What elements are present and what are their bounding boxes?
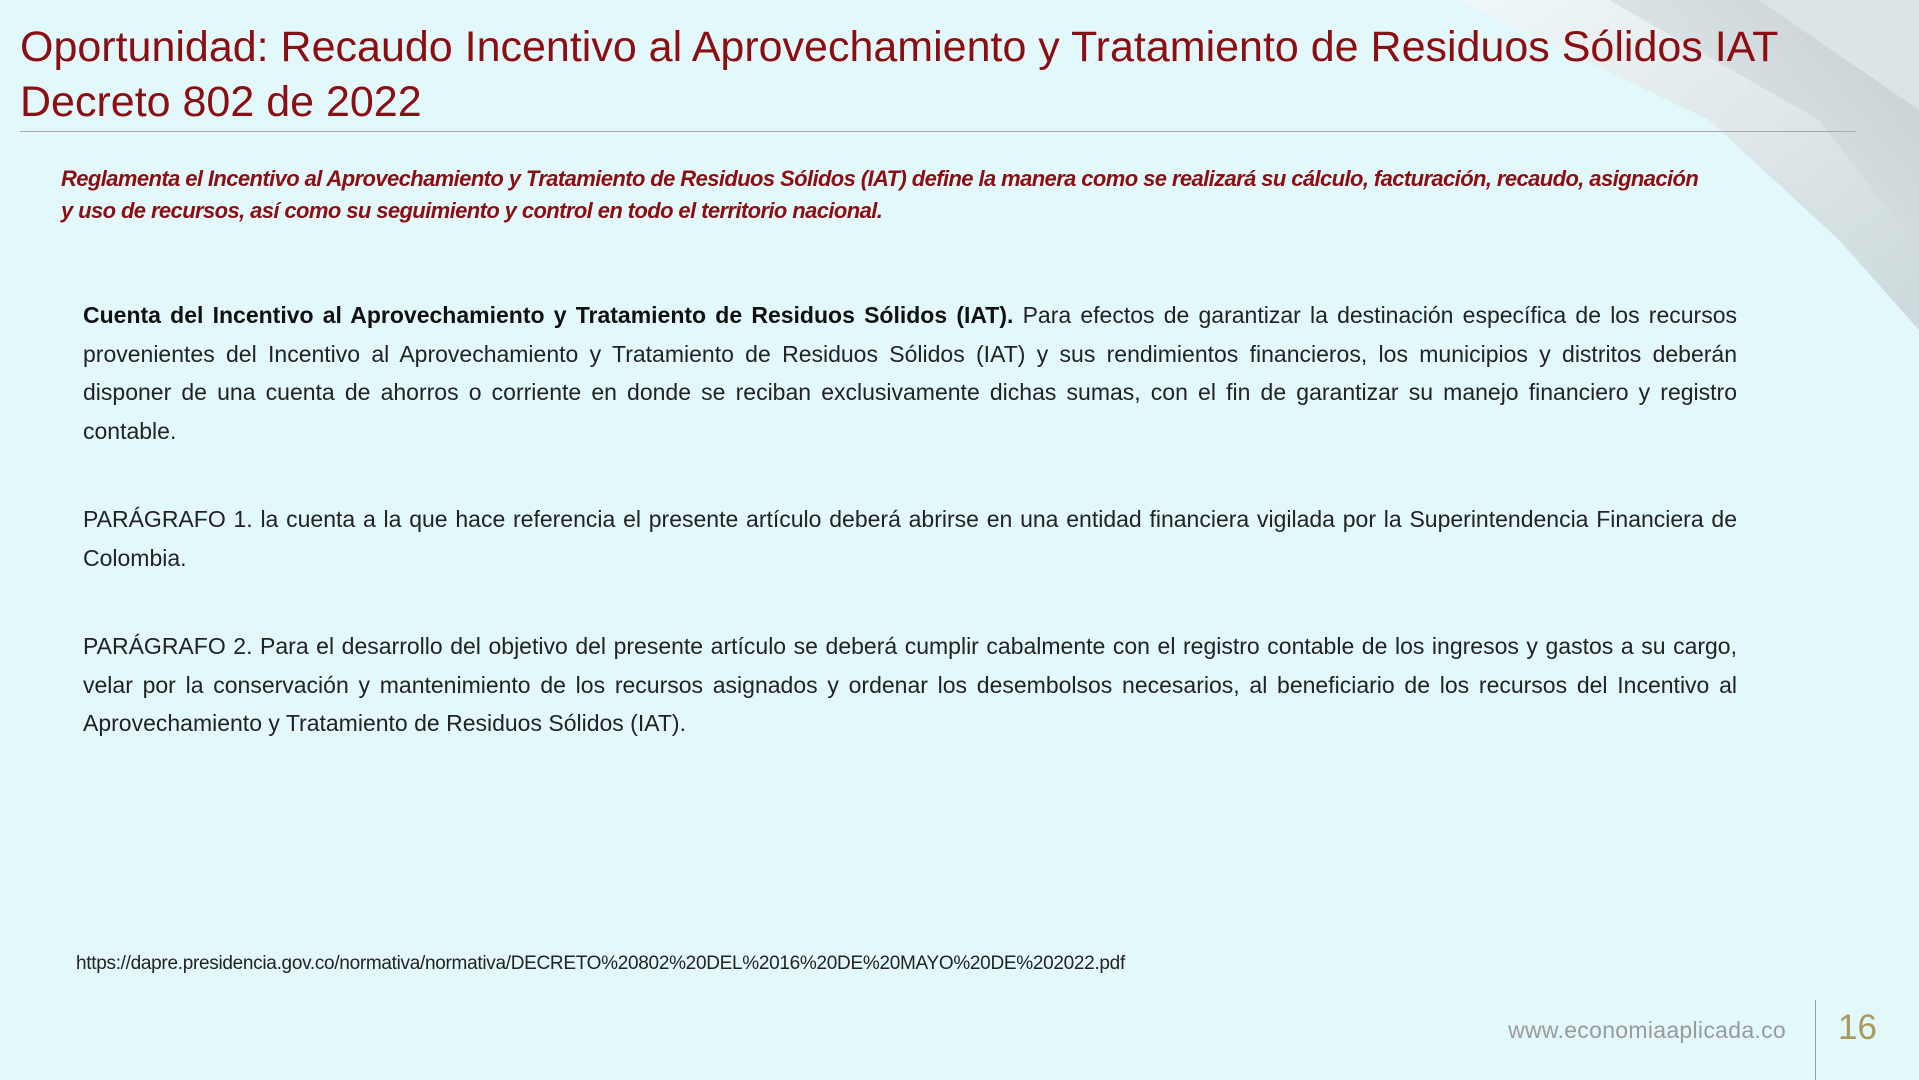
- page-title: Oportunidad: Recaudo Incentivo al Aprovechamiento y Tratamiento de Residuos Sólidos IAT Decreto 802 de 2022: [20, 23, 1778, 126]
- title-divider: [20, 131, 1856, 132]
- paragraph-cuenta-iat: [83, 296, 1737, 450]
- slide-subtitle: Reglamenta el Incentivo al Aprovechamiento y Tratamiento de Residuos Sólidos (IAT) define la manera como se realizará su cálculo, facturación, recaudo, asignación y uso de recursos, así como su seguimiento y control en todo el territorio nacional.: [61, 166, 1699, 223]
- body-content: [83, 296, 1737, 743]
- paragraph-paragrafo-2: PARÁGRAFO 2. Para el desarrollo del objetivo del presente artículo se deberá cumplir cabalmente con el registro contable de los ingresos y gastos a su cargo, velar por la conservación y mantenimiento de los recursos asignados y ordenar los desembolsos necesarios, al beneficiario de los recursos del Incentivo al Aprovechamiento y Tratamiento de Residuos Sólidos (IAT).: [83, 633, 1737, 736]
- footer-website: www.economiaaplicada.co: [1508, 1017, 1786, 1043]
- footer-divider: [1815, 1000, 1816, 1080]
- paragraph-paragrafo-1: PARÁGRAFO 1. la cuenta a la que hace referencia el presente artículo deberá abrirse en una entidad financiera vigilada por la Superintendencia Financiera de Colombia.: [83, 506, 1737, 571]
- paragraph-lead: Cuenta del Incentivo al Aprovechamiento y Tratamiento de Residuos Sólidos (IAT).: [83, 302, 1014, 328]
- page-number: 16: [1838, 1008, 1877, 1047]
- source-link[interactable]: https://dapre.presidencia.gov.co/normativa/normativa/DECRETO%20802%20DEL%2016%20DE%20MAYO%20DE%202022.pdf: [76, 953, 1125, 974]
- paragraph-text: Para efectos de garantizar la destinación específica de los recursos provenientes del Incentivo al Aprovechamiento y Tratamiento de Residuos Sólidos (IAT) y sus rendimientos financieros, los municipios y distritos deberán disponer de una cuenta de ahorros o corriente en donde se reciban exclusivamente dichas sumas, con el fin de garantizar su manejo financiero y registro contable.: [83, 302, 1737, 444]
